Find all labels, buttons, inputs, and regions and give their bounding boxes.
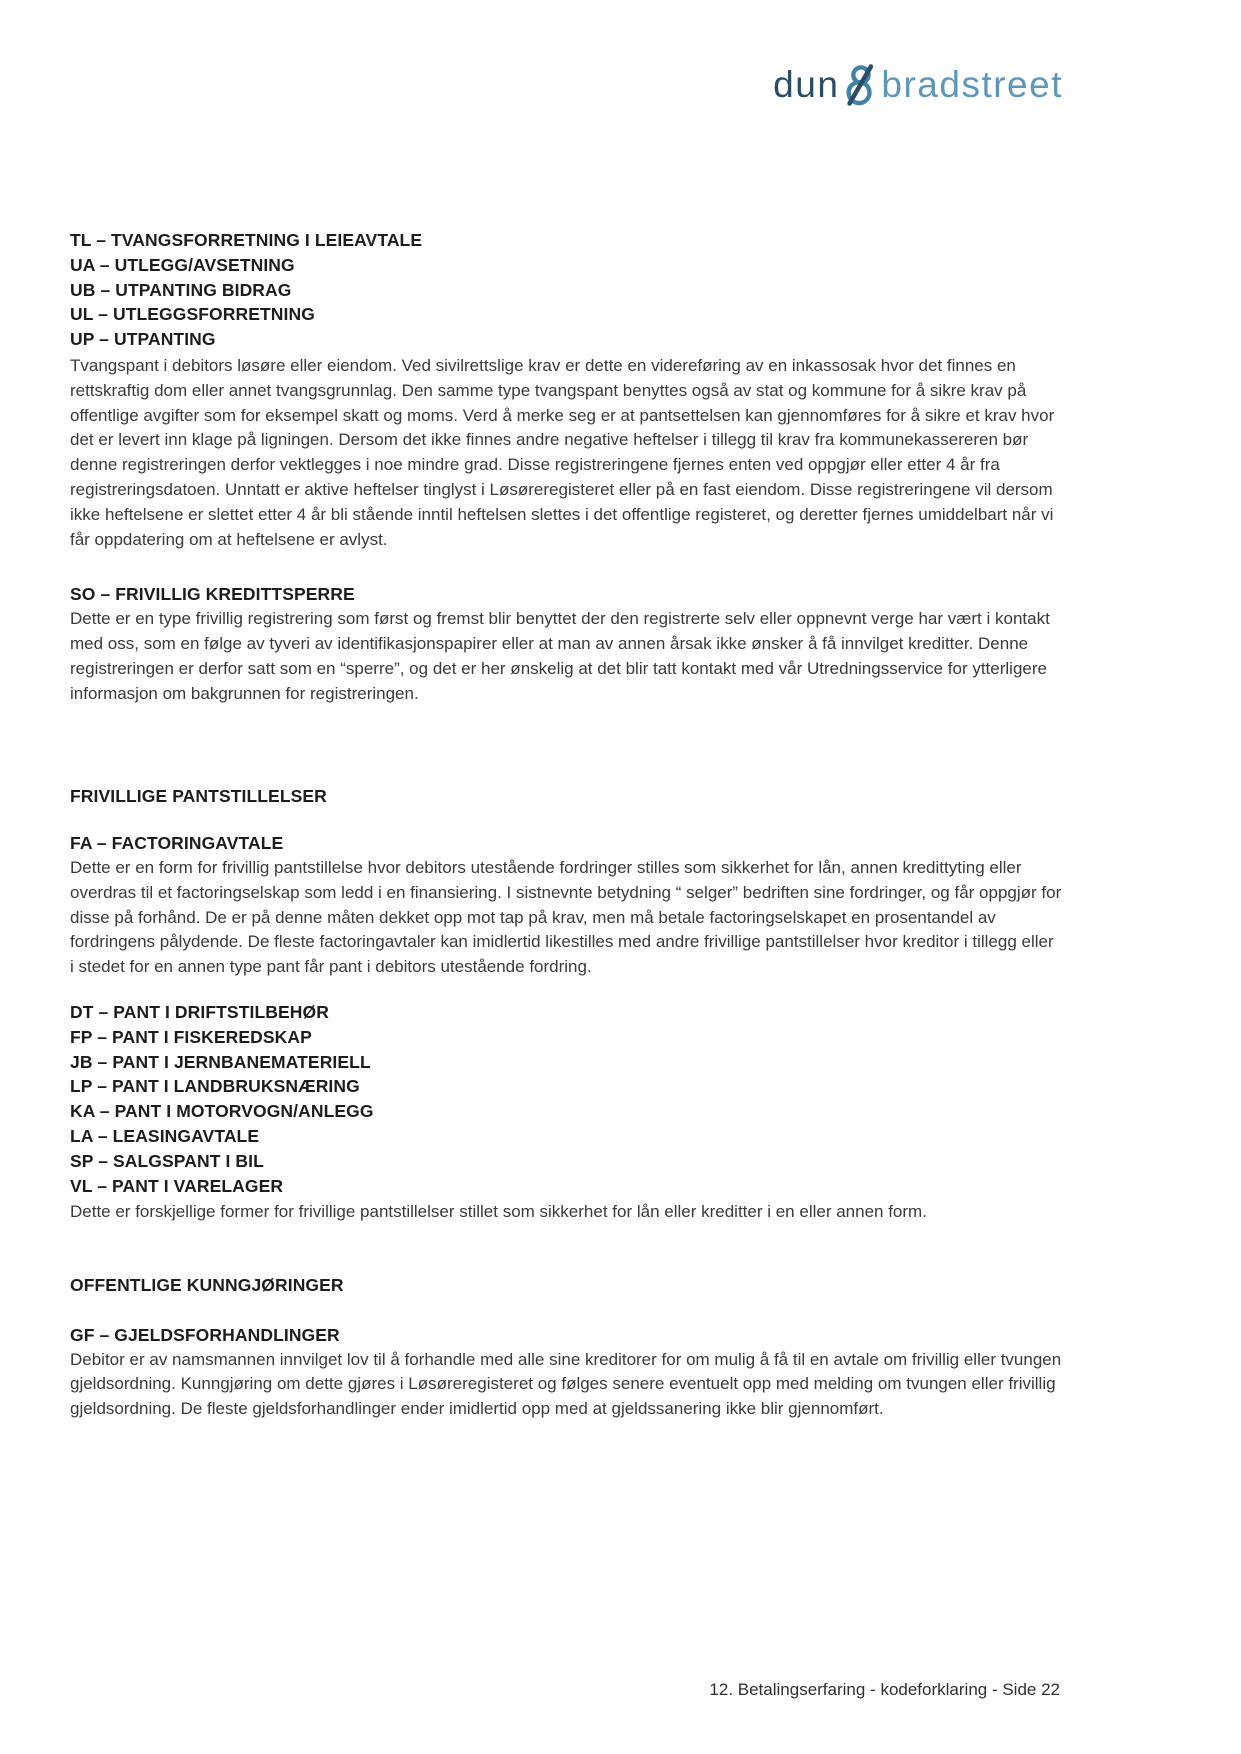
code-line-ua: UA – UTLEGG/AVSETNING	[70, 254, 295, 275]
heading-gjeldsforhandlinger: GF – GJELDSFORHANDLINGER	[70, 1324, 340, 1345]
heading-kredittsperre: SO – FRIVILLIG KREDITTSPERRE	[70, 584, 355, 605]
code-line-ub: UB – UTPANTING BIDRAG	[70, 279, 292, 300]
logo-text-dun: dun	[773, 64, 840, 105]
logo-text-bradstreet: bradstreet	[881, 64, 1063, 105]
paragraph-tvangspant: Tvangspant i debitors løsøre eller eiendom. Ved sivilrettslige krav er dette en videreføring av en inkassosak hvor det finnes en rettskraftig dom eller annet tvangsgrunnlag. Den samme type tvangspant benyttes også av stat og kommune for å sikre krav på offentlige avgifter som for eksempel skatt og moms. Verd å merke seg er at pantsettelsen kan gjennomføres for å sikre et krav hvor det er levert inn klage på ligningen. Dersom det ikke finnes andre negative heftelser i tillegg til krav fra kommunekassereren bør denne registreringen derfor vektlegges i noe mindre grad. Disse registreringene fjernes enten ved oppgjør eller etter 4 år fra registreringsdatoen. Unntatt er aktive heftelser tinglyst i Løsøreregisteret eller på en fast eiendom. Disse registreringene vil dersom ikke heftelsene er slettet etter 4 år bli stående inntil heftelsen slettes i det offentlige registeret, og deretter fjernes umiddelbart når vi får oppdatering om at heftelsene er avlyst.	[70, 355, 1055, 549]
document-content	[70, 0, 1062, 1422]
code-line-sp: SP – SALGSPANT I BIL	[70, 1150, 264, 1171]
code-line-ul: UL – UTLEGGSFORRETNING	[70, 304, 315, 325]
section-title-frivillige-pantstillelser: FRIVILLIGE PANTSTILLELSER	[70, 786, 327, 807]
section-title-offentlige-kunngjoringer: OFFENTLIGE KUNNGJØRINGER	[70, 1275, 344, 1296]
code-list-tvangspant	[70, 228, 1062, 352]
heading-factoringavtale: FA – FACTORINGAVTALE	[70, 833, 284, 854]
code-list-pantstillelser	[70, 1000, 1062, 1198]
paragraph-pantstillelser: Dette er forskjellige former for frivillige pantstillelser stillet som sikkerhet for lån eller kreditter i en eller annen form.	[70, 1202, 927, 1222]
paragraph-factoringavtale: Dette er en form for frivillig pantstillelse hvor debitors utestående fordringer stilles som sikkerhet for lån, annen kredittyting eller overdras til et factoringselskap som ledd i en finansiering. I sistnevnte betydning “ selger” bedriften sine fordringer, og får oppgjør for disse på forhånd. De er på denne måten dekket opp mot tap på krav, men må betale factoringselskapet en prosentandel av fordringens pålydende. De fleste factoringavtaler kan imidlertid likestilles med andre frivillige pantstillelser hvor kreditor i tillegg eller i stedet for en annen type pant får pant i debitors utestående fordring.	[70, 857, 1062, 977]
page-footer: 12. Betalingserfaring - kodeforklaring - Side 22	[709, 1680, 1060, 1699]
code-line-tl: TL – TVANGSFORRETNING I LEIEAVTALE	[70, 230, 423, 250]
code-line-up: UP – UTPANTING	[70, 329, 216, 350]
code-line-la: LA – LEASINGAVTALE	[70, 1125, 260, 1146]
code-line-ka: KA – PANT I MOTORVOGN/ANLEGG	[70, 1101, 374, 1122]
code-line-jb: JB – PANT I JERNBANEMATERIELL	[70, 1051, 371, 1072]
code-line-lp: LP – PANT I LANDBRUKSNÆRING	[70, 1076, 360, 1097]
paragraph-kredittsperre: Dette er en type frivillig registrering som først og fremst blir benyttet der den registrerte selv eller oppnevnt verge har vært i kontakt med oss, som en følge av tyveri av identifikasjonspapirer eller at man av annen årsak ikke ønsker å få innvilget kreditter. Denne registreringen er derfor satt som en “sperre”, og det er her ønskelig at det blir tatt kontakt med vår Utredningsservice for ytterligere informasjon om bakgrunnen for registreringen.	[70, 609, 1050, 703]
code-line-fp: FP – PANT I FISKEREDSKAP	[70, 1026, 312, 1047]
code-line-vl: VL – PANT I VARELAGER	[70, 1175, 284, 1196]
code-line-dt: DT – PANT I DRIFTSTILBEHØR	[70, 1001, 329, 1022]
paragraph-gjeldsforhandlinger: Debitor er av namsmannen innvilget lov til å forhandle med alle sine kreditorer for om mulig å få til en avtale om frivillig eller tvungen gjeldsordning. Kunngjøring om dette gjøres i Løsøreregisteret og følges senere eventuelt opp med melding om tvungen eller frivillig gjeldsordning. De fleste gjeldsforhandlinger ender imidlertid opp med at gjeldssanering ikke blir gjennomført.	[70, 1349, 1062, 1419]
